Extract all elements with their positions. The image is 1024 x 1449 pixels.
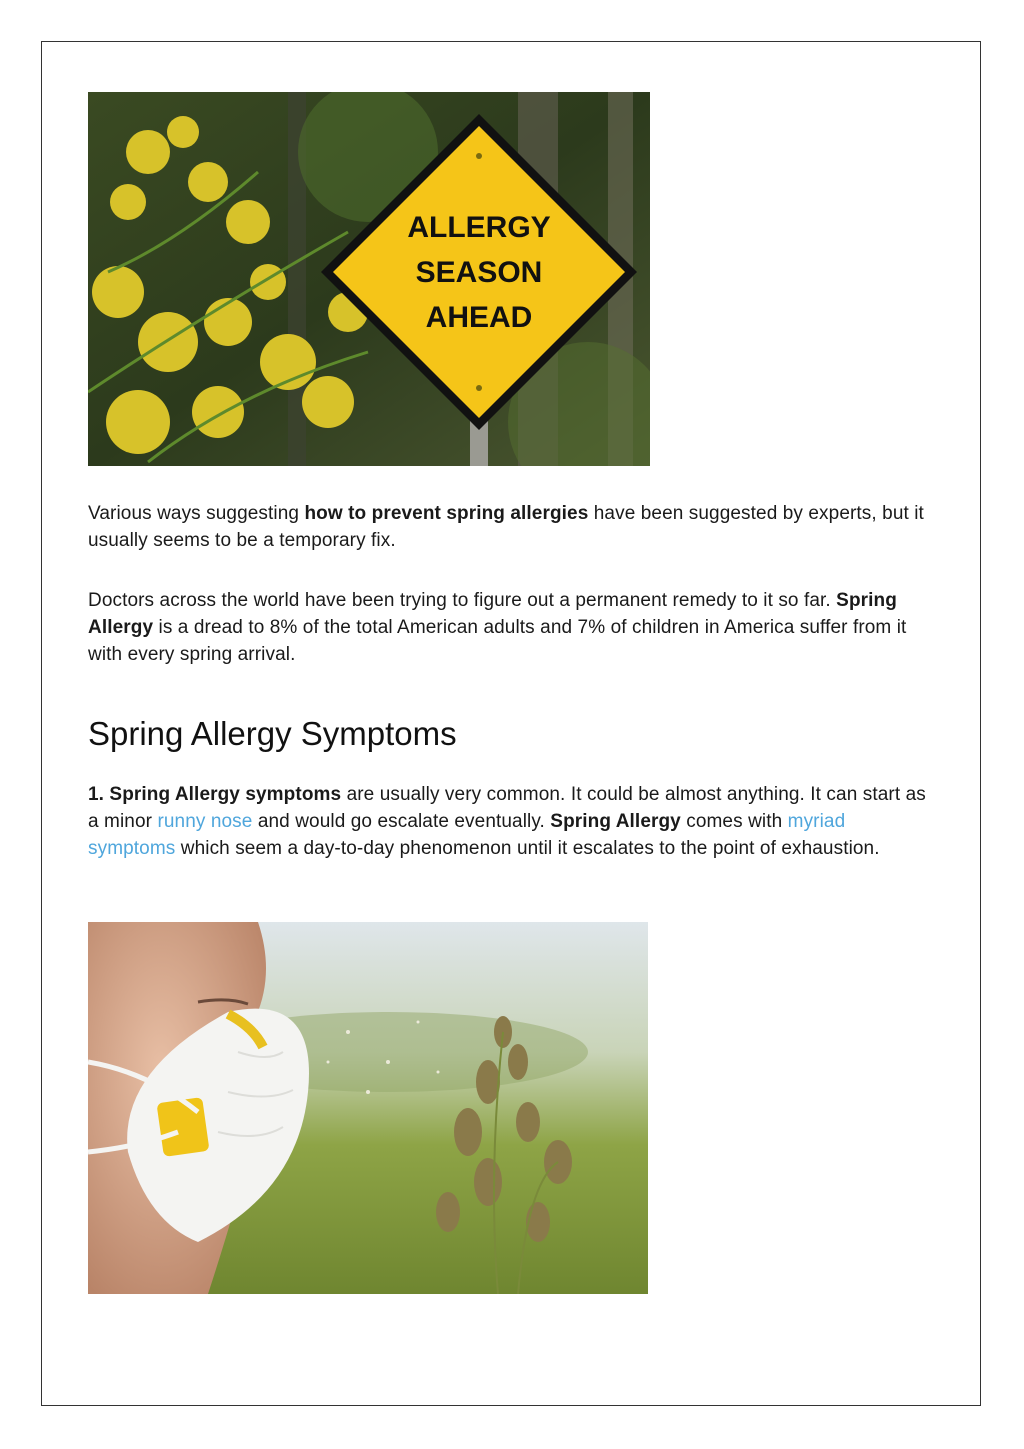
myriad-symptoms-link[interactable]: myriad symptoms <box>88 811 846 859</box>
sign-line-3: AHEAD <box>425 301 533 334</box>
paragraph-3-text-1: are usually very common. It could be almost anything. It can start as a minor <box>88 784 926 832</box>
paragraph-3-bold-1: 1. Spring Allergy symptoms <box>88 784 342 805</box>
heading-block <box>88 714 936 754</box>
paragraph-3-text-2: and would go escalate eventually. <box>252 811 551 832</box>
paragraph-2-bold: Spring Allergy <box>88 590 897 638</box>
paragraph-2-text-b: is a dread to 8% of the total American adults and 7% of children in America suffer from it with every spring arrival. <box>88 617 907 665</box>
paragraph-3-text-3: comes with <box>680 811 788 832</box>
paragraph-1 <box>88 500 936 554</box>
paragraph-1-text-b: have been suggested by experts, but it usually seems to be a temporary fix. <box>88 503 924 551</box>
paragraph-3-block <box>88 781 936 862</box>
allergy-sign-image <box>88 92 650 466</box>
paragraph-2 <box>88 587 936 668</box>
paragraph-2-text-a: Doctors across the world have been trying to figure out a permanent remedy to it so far. <box>88 590 837 611</box>
runny-nose-link[interactable]: runny nose <box>157 811 253 832</box>
paragraph-1-text-a: Various ways suggesting <box>88 503 305 524</box>
paragraph-1-bold: how to prevent spring allergies <box>304 503 589 524</box>
mask-pollen-image <box>88 922 648 1294</box>
paragraph-2-block <box>88 587 936 668</box>
paragraph-3-text-4: which seem a day-to-day phenomenon until it escalates to the point of exhaustion. <box>175 838 880 859</box>
paragraph-1-block <box>88 500 936 554</box>
sign-line-2: SEASON <box>415 256 543 289</box>
paragraph-3-bold-2: Spring Allergy <box>550 811 681 832</box>
section-heading: Spring Allergy Symptoms <box>88 715 457 752</box>
paragraph-3 <box>88 781 936 862</box>
sign-line-1: ALLERGY <box>407 211 551 244</box>
